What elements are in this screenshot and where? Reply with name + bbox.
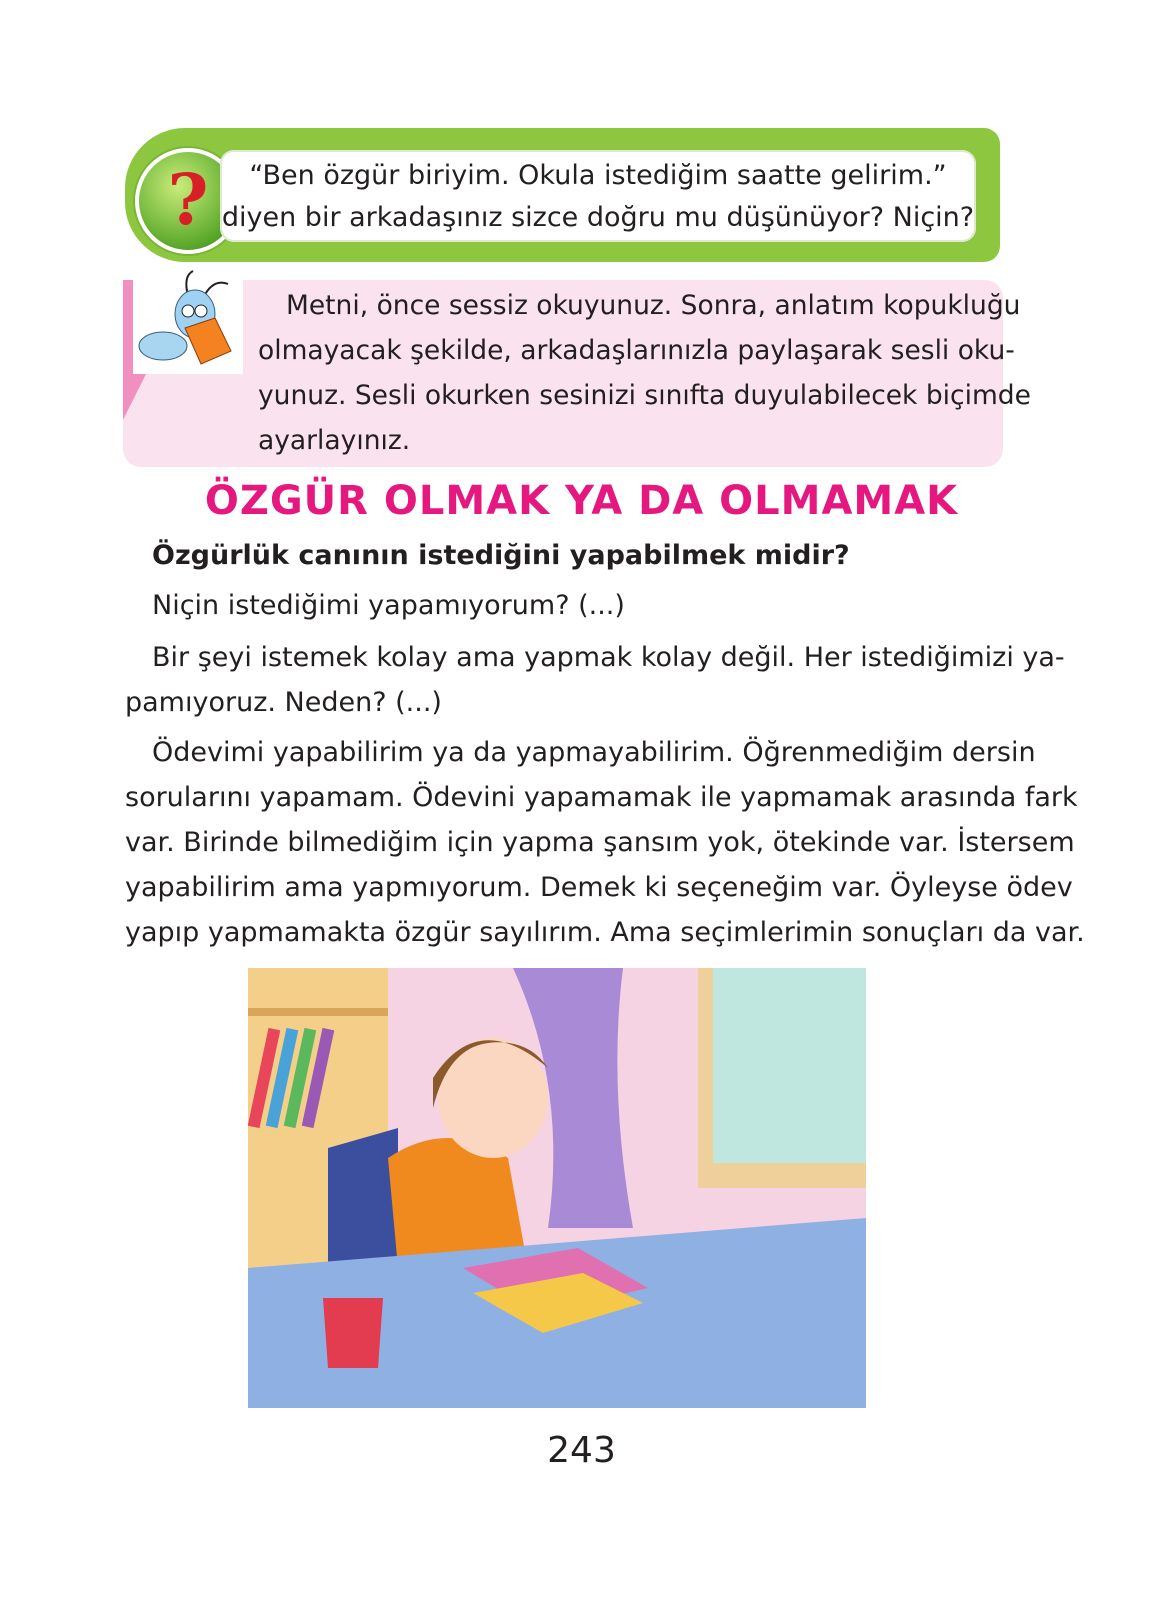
instruction-text [258, 283, 1031, 463]
paragraph-line: yapıp yapmamakta özgür sayılırım. Ama seçimlerimin sonuçları da var. [125, 917, 1085, 948]
instruction-line: ayarlayınız. [258, 425, 411, 456]
page-number: 243 [547, 1430, 616, 1471]
instruction-line: yunuz. Sesli okurken sesinizi sınıfta duyulabilecek biçimde [258, 380, 1031, 411]
question-box [125, 128, 1000, 262]
paragraph [125, 635, 1065, 725]
question-line: “Ben özgür biriyim. Okula istediğim saatte gelirim.” [249, 160, 947, 191]
question-mark-icon: ? [135, 148, 241, 254]
paragraph-line: Bir şeyi istemek kolay ama yapmak kolay değil. Her istediğimizi ya- [152, 642, 1065, 673]
page-title: ÖZGÜR OLMAK YA DA OLMAMAK [204, 478, 959, 524]
paragraph-line: Ödevimi yapabilirim ya da yapmayabilirim. Öğrenmediğim dersin [152, 737, 1036, 768]
paragraph [125, 583, 1003, 628]
question-text-panel [220, 150, 976, 242]
girl-at-desk-illustration [248, 968, 866, 1408]
instruction-line: olmayacak şekilde, arkadaşlarınızla paylaşarak sesli oku- [258, 335, 1015, 366]
paragraph-line: Niçin istediğimi yapamıyorum? (...) [152, 590, 625, 621]
question-line: diyen bir arkadaşınız sizce doğru mu düşünüyor? Niçin? [221, 202, 975, 233]
paragraph-line: sorularını yapamam. Ödevini yapamamak ile yapmamak arasında fark [125, 782, 1078, 813]
paragraph-line: yapabilirim ama yapmıyorum. Demek ki seçeneğim var. Öyleyse ödev [125, 872, 1073, 903]
paragraph-line: pamıyoruz. Neden? (...) [125, 687, 442, 718]
paragraph-line: var. Birinde bilmediğim için yapma şansım yok, ötekinde var. İstersem [125, 827, 1075, 858]
reading-bug-icon [133, 266, 243, 374]
section-heading [125, 533, 1003, 578]
paragraph [125, 730, 1085, 955]
instruction-line: Metni, önce sessiz okuyunuz. Sonra, anlatım kopukluğu [286, 290, 1021, 321]
heading-text: Özgürlük canının istediğini yapabilmek midir? [152, 540, 850, 571]
